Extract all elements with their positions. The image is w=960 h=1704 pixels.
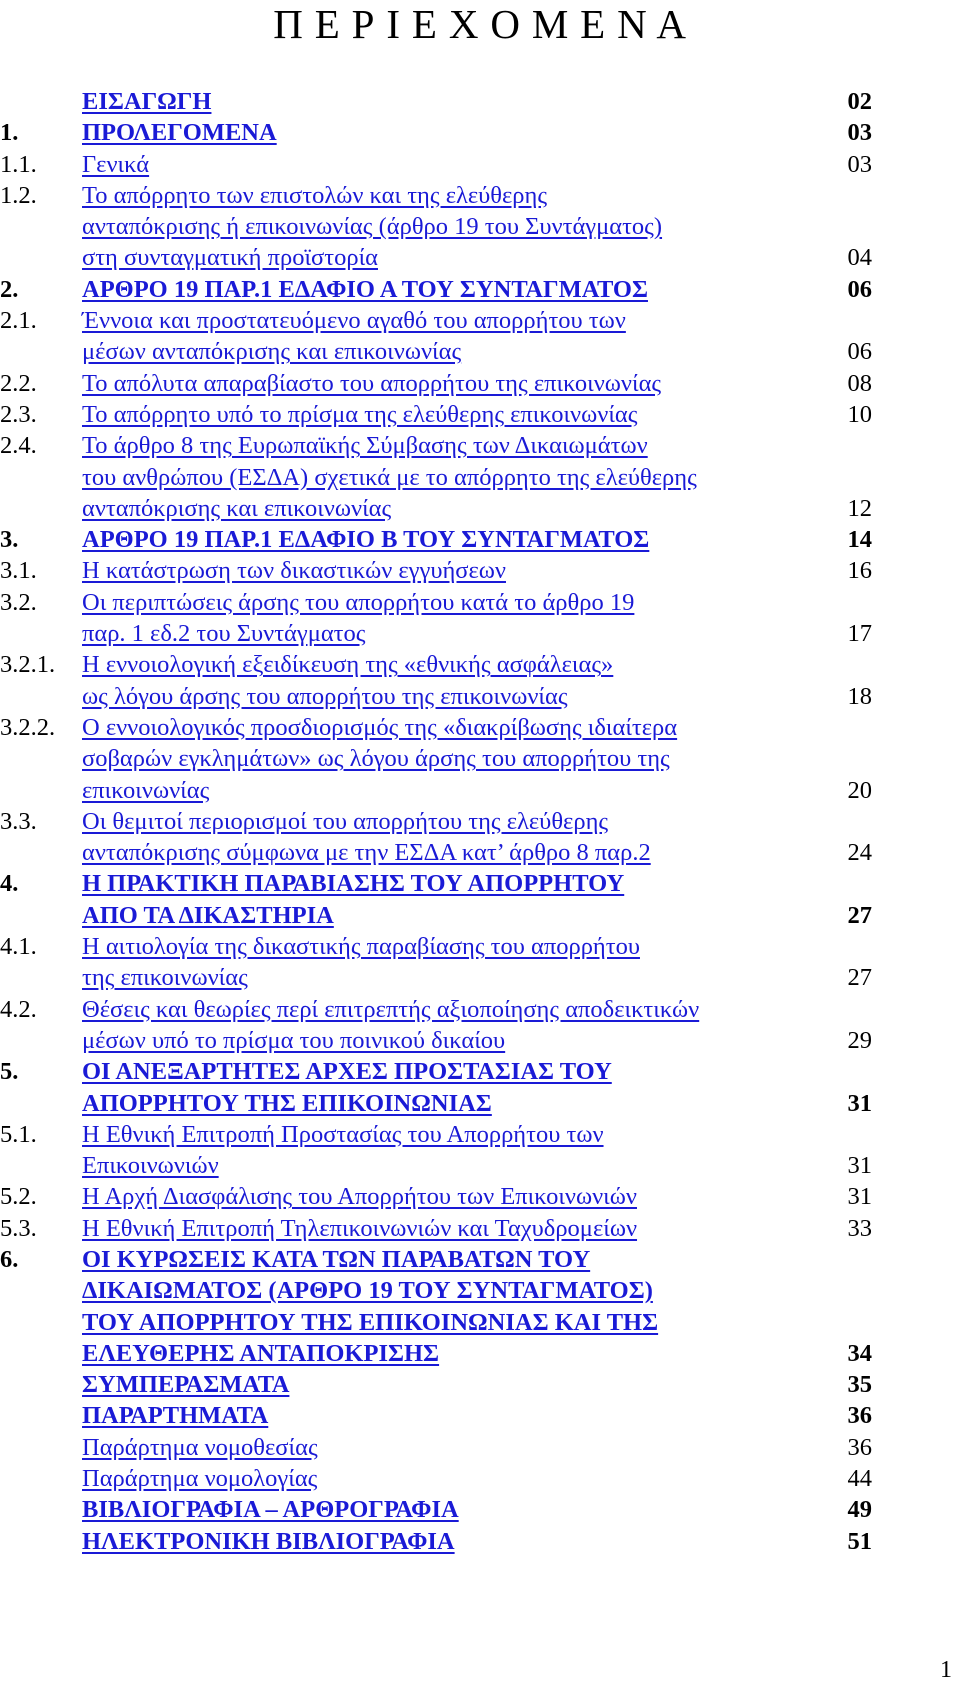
toc-entry-number: 3. — [0, 526, 19, 554]
toc-entry-link[interactable]: ΗΛΕΚΤΡΟΝΙΚΗ ΒΙΒΛΙΟΓΡΑΦΙΑ — [82, 1527, 455, 1555]
toc-row — [0, 806, 960, 837]
toc-row — [0, 1244, 960, 1275]
toc-row — [0, 1275, 960, 1306]
toc-entry-link[interactable]: ΕΛΕΥΘΕΡΗΣ ΑΝΤΑΠΟΚΡΙΣΗΣ — [82, 1339, 440, 1367]
toc-row — [0, 430, 960, 461]
toc-row — [0, 399, 960, 430]
toc-row — [0, 1025, 960, 1056]
toc-entry-link[interactable]: ΑΡΘΡΟ 19 ΠΑΡ.1 ΕΔΑΦΙΟ Α ΤΟΥ ΣΥΝΤΑΓΜΑΤΟΣ — [82, 275, 648, 303]
toc-entry-page: 35 — [847, 1371, 872, 1399]
toc-entry-page: 20 — [847, 776, 872, 804]
toc-entry-number: 3.2. — [0, 588, 37, 616]
toc-row — [0, 712, 960, 743]
toc-entry-page: 27 — [847, 964, 872, 992]
toc-entry-link[interactable]: ΑΠΟΡΡΗΤΟΥ ΤΗΣ ΕΠΙΚΟΙΝΩΝΙΑΣ — [82, 1089, 492, 1117]
toc-entry-link[interactable]: ΔΙΚΑΙΩΜΑΤΟΣ (ΑΡΘΡΟ 19 ΤΟΥ ΣΥΝΤΑΓΜΑΤΟΣ) — [82, 1277, 653, 1305]
toc-row — [0, 462, 960, 493]
toc-entry-link[interactable]: Οι θεμιτοί περιορισμοί του απορρήτου της ελεύθερης — [82, 807, 609, 835]
toc-row — [0, 1119, 960, 1150]
toc-row — [0, 524, 960, 555]
toc-entry-number: 6. — [0, 1245, 19, 1273]
toc-entry-link[interactable]: ΑΡΘΡΟ 19 ΠΑΡ.1 ΕΔΑΦΙΟ Β ΤΟΥ ΣΥΝΤΑΓΜΑΤΟΣ — [82, 526, 650, 554]
toc-entry-link[interactable]: Το απόρρητο των επιστολών και της ελεύθερης — [82, 181, 548, 209]
toc-row — [0, 868, 960, 899]
footer-page-number: 1 — [940, 1657, 952, 1683]
toc-entry-link[interactable]: ΕΙΣΑΓΩΓΗ — [82, 88, 212, 115]
toc-entry-link[interactable]: Παράρτημα νομολογίας — [82, 1465, 318, 1493]
toc-row — [0, 837, 960, 868]
toc-entry-number: 3.1. — [0, 557, 37, 585]
toc-entry-link[interactable]: ΤΟΥ ΑΠΟΡΡΗΤΟΥ ΤΗΣ ΕΠΙΚΟΙΝΩΝΙΑΣ ΚΑΙ ΤΗΣ — [82, 1308, 659, 1336]
toc-entry-number: 5. — [0, 1058, 19, 1086]
toc-entry-link[interactable]: του ανθρώπου (ΕΣΔΑ) σχετικά με το απόρρητο της ελεύθερης — [82, 463, 697, 491]
toc-entry-page: 14 — [847, 526, 872, 554]
toc-entry-link[interactable]: επικοινωνίας — [82, 776, 210, 804]
toc-entry-link[interactable]: της επικοινωνίας — [82, 964, 248, 992]
toc-entry-link[interactable]: Η αιτιολογία της δικαστικής παραβίασης του απορρήτου — [82, 933, 640, 961]
page-title: Π Ε Ρ Ι Ε Χ Ο Μ Ε Ν Α — [273, 1, 687, 47]
toc-row — [0, 493, 960, 524]
toc-row — [0, 1150, 960, 1181]
toc-entry-page: 27 — [847, 901, 872, 929]
toc-entry-number: 2.1. — [0, 307, 37, 335]
toc-row — [0, 117, 960, 148]
toc-entry-link[interactable]: ΣΥΜΠΕΡΑΣΜΑΤΑ — [82, 1371, 290, 1399]
toc-entry-page: 17 — [847, 620, 872, 648]
toc-row — [0, 1463, 960, 1494]
toc-entry-page: 04 — [847, 244, 872, 272]
toc-entry-number: 3.2.1. — [0, 651, 56, 679]
toc-entry-link[interactable]: ανταπόκρισης σύμφωνα με την ΕΣΔΑ κατ’ άρθρο 8 παρ.2 — [82, 839, 651, 867]
toc-row — [0, 618, 960, 649]
toc-entry-page: 36 — [847, 1433, 872, 1461]
toc-entry-link[interactable]: στη συνταγματική προϊστορία — [82, 244, 378, 272]
toc-entry-number: 5.3. — [0, 1214, 37, 1242]
toc-row — [0, 211, 960, 242]
toc-entry-number: 2.2. — [0, 369, 37, 397]
table-of-contents — [0, 86, 960, 1557]
toc-entry-page: 31 — [847, 1183, 872, 1211]
toc-row — [0, 681, 960, 712]
toc-entry-link[interactable]: Η κατάστρωση των δικαστικών εγγυήσεων — [82, 557, 506, 585]
toc-entry-page: 03 — [847, 150, 872, 178]
toc-entry-link[interactable]: ανταπόκρισης και επικοινωνίας — [82, 494, 392, 522]
toc-entry-number: 2.3. — [0, 400, 37, 428]
toc-entry-link[interactable]: Η εννοιολογική εξειδίκευση της «εθνικής ασφάλειας» — [82, 651, 614, 679]
toc-row — [0, 900, 960, 931]
toc-entry-link[interactable]: Έννοια και προστατευόμενο αγαθό του απορρήτου των — [82, 307, 626, 335]
toc-entry-number: 1. — [0, 119, 19, 147]
toc-entry-link[interactable]: Η Αρχή Διασφάλισης του Απορρήτου των Επικοινωνιών — [82, 1183, 637, 1211]
toc-entry-link[interactable]: ΟΙ ΚΥΡΩΣΕΙΣ ΚΑΤΑ ΤΩΝ ΠΑΡΑΒΑΤΩΝ ΤΟΥ — [82, 1245, 591, 1273]
toc-entry-link[interactable]: Η Εθνική Επιτροπή Προστασίας του Απορρήτου των — [82, 1120, 604, 1148]
toc-entry-page: 29 — [847, 1026, 872, 1054]
toc-entry-link[interactable]: σοβαρών εγκλημάτων» ως λόγου άρσης του απορρήτου της — [82, 745, 670, 773]
toc-entry-link[interactable]: ΟΙ ΑΝΕΞΑΡΤΗΤΕΣ ΑΡΧΕΣ ΠΡΟΣΤΑΣΙΑΣ ΤΟΥ — [82, 1058, 612, 1086]
toc-row — [0, 555, 960, 586]
toc-entry-link[interactable]: Η ΠΡΑΚΤΙΚΗ ΠΑΡΑΒΙΑΣΗΣ ΤΟΥ ΑΠΟΡΡΗΤΟΥ — [82, 870, 625, 898]
toc-entry-page: 06 — [847, 338, 872, 366]
toc-entry-link[interactable]: μέσων υπό το πρίσμα του ποινικού δικαίου — [82, 1026, 506, 1054]
toc-entry-number: 2. — [0, 275, 19, 303]
toc-entry-number: 1.2. — [0, 181, 37, 209]
toc-row — [0, 149, 960, 180]
toc-entry-page: 51 — [847, 1527, 872, 1555]
toc-entry-page: 02 — [847, 88, 872, 115]
toc-entry-link[interactable]: Επικοινωνιών — [82, 1152, 219, 1180]
toc-entry-number: 2.4. — [0, 432, 37, 460]
toc-entry-number: 4.2. — [0, 995, 37, 1023]
toc-row — [0, 336, 960, 367]
toc-entry-page: 49 — [847, 1496, 872, 1524]
toc-entry-link[interactable]: Το απόλυτα απαραβίαστο του απορρήτου της επικοινωνίας — [82, 369, 662, 397]
toc-entry-link[interactable]: Ο εννοιολογικός προσδιορισμός της «διακρίβωσης ιδιαίτερα — [82, 713, 678, 741]
toc-entry-page: 31 — [847, 1089, 872, 1117]
toc-entry-link[interactable]: μέσων ανταπόκρισης και επικοινωνίας — [82, 338, 462, 366]
toc-row — [0, 368, 960, 399]
toc-entry-page: 16 — [847, 557, 872, 585]
toc-row — [0, 962, 960, 993]
toc-row — [0, 1400, 960, 1431]
toc-entry-page: 03 — [847, 119, 872, 147]
toc-entry-link[interactable]: Γενικά — [82, 150, 150, 178]
toc-entry-number: 4. — [0, 870, 19, 898]
toc-entry-number: 5.1. — [0, 1120, 37, 1148]
toc-row — [0, 1432, 960, 1463]
toc-entry-link[interactable]: ΒΙΒΛΙΟΓΡΑΦΙΑ – ΑΡΘΡΟΓΡΑΦΙΑ — [82, 1496, 459, 1524]
toc-entry-link[interactable]: Οι περιπτώσεις άρσης του απορρήτου κατά το άρθρο 19 — [82, 588, 635, 616]
toc-row — [0, 305, 960, 336]
toc-entry-link[interactable]: ΑΠΟ ΤΑ ΔΙΚΑΣΤΗΡΙΑ — [82, 901, 334, 929]
toc-row — [0, 86, 960, 117]
toc-row — [0, 1526, 960, 1557]
toc-entry-page: 18 — [847, 682, 872, 710]
toc-entry-link[interactable]: Το άρθρο 8 της Ευρωπαϊκής Σύμβασης των Δικαιωμάτων — [82, 432, 648, 460]
toc-entry-link[interactable]: ΠΡΟΛΕΓΟΜΕΝΑ — [82, 119, 277, 147]
toc-row — [0, 775, 960, 806]
toc-row — [0, 1307, 960, 1338]
toc-row — [0, 587, 960, 618]
toc-row — [0, 649, 960, 680]
toc-entry-page: 36 — [847, 1402, 872, 1430]
toc-row — [0, 1181, 960, 1212]
toc-row — [0, 242, 960, 273]
toc-row — [0, 1056, 960, 1087]
toc-entry-number: 4.1. — [0, 933, 37, 961]
toc-row — [0, 994, 960, 1025]
toc-row — [0, 1088, 960, 1119]
toc-entry-page: 10 — [847, 400, 872, 428]
toc-entry-link[interactable]: Το απόρρητο υπό το πρίσμα της ελεύθερης επικοινωνίας — [82, 400, 638, 428]
toc-entry-link[interactable]: ανταπόκρισης ή επικοινωνίας (άρθρο 19 του Συντάγματος) — [82, 213, 663, 241]
toc-row — [0, 931, 960, 962]
toc-entry-number: 5.2. — [0, 1183, 37, 1211]
toc-entry-page: 33 — [847, 1214, 872, 1242]
toc-entry-link[interactable]: Θέσεις και θεωρίες περί επιτρεπτής αξιοποίησης αποδεικτικών — [82, 995, 700, 1023]
toc-entry-page: 08 — [847, 369, 872, 397]
toc-entry-link[interactable]: ΠΑΡΑΡΤΗΜΑΤΑ — [82, 1402, 269, 1430]
toc-row — [0, 180, 960, 211]
toc-row — [0, 1369, 960, 1400]
toc-entry-link[interactable]: παρ. 1 εδ.2 του Συντάγματος — [82, 620, 366, 648]
toc-entry-link[interactable]: Η Εθνική Επιτροπή Τηλεπικοινωνιών και Ταχυδρομείων — [82, 1214, 638, 1242]
toc-entry-page: 06 — [847, 275, 872, 303]
toc-entry-page: 34 — [847, 1339, 872, 1367]
toc-row — [0, 1494, 960, 1525]
toc-entry-number: 3.3. — [0, 807, 37, 835]
toc-entry-page: 12 — [847, 494, 872, 522]
toc-entry-number: 1.1. — [0, 150, 37, 178]
toc-row — [0, 274, 960, 305]
toc-entry-number: 3.2.2. — [0, 713, 56, 741]
toc-row — [0, 743, 960, 774]
toc-entry-link[interactable]: ως λόγου άρσης του απορρήτου της επικοινωνίας — [82, 682, 568, 710]
toc-entry-page: 44 — [847, 1465, 872, 1493]
toc-row — [0, 1213, 960, 1244]
toc-entry-page: 31 — [847, 1152, 872, 1180]
toc-row — [0, 1338, 960, 1369]
toc-entry-page: 24 — [847, 839, 872, 867]
toc-entry-link[interactable]: Παράρτημα νομοθεσίας — [82, 1433, 318, 1461]
